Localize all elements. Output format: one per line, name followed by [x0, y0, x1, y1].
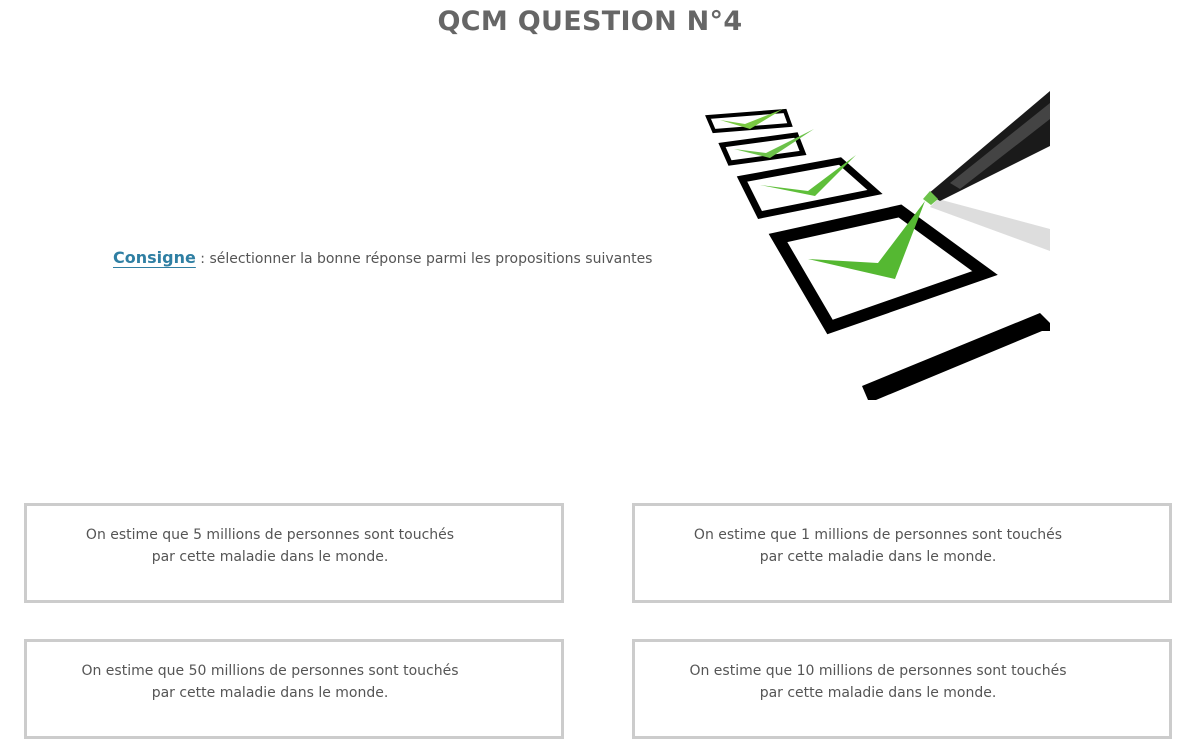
answer-option-3[interactable] — [24, 639, 564, 739]
checkbox-icon — [742, 161, 875, 215]
answer-line-1: On estime que 1 millions de personnes sont touchés — [693, 527, 1063, 543]
answer-option-1[interactable] — [24, 503, 564, 603]
checklist-illustration — [690, 91, 1050, 400]
answer-option-2[interactable] — [632, 503, 1172, 603]
answer-option-4[interactable] — [632, 639, 1172, 739]
page-title: QCM QUESTION N°4 — [437, 6, 743, 37]
checklist-pen-icon — [690, 91, 1050, 400]
answer-line-1: On estime que 50 millions de personnes sont touchés — [81, 663, 459, 679]
instruction-text: : sélectionner la bonne réponse parmi les propositions suivantes — [195, 251, 653, 267]
consigne-link[interactable]: Consigne — [113, 248, 196, 267]
instruction — [113, 248, 652, 267]
answer-line-1: On estime que 5 millions de personnes sont touchés — [85, 527, 455, 543]
answer-line-1: On estime que 10 millions de personnes sont touchés — [689, 663, 1067, 679]
answer-line-2: par cette maladie dans le monde. — [759, 685, 997, 701]
answer-line-2: par cette maladie dans le monde. — [151, 685, 389, 701]
answer-text — [27, 660, 513, 704]
checkbox-icon — [722, 135, 803, 163]
answer-line-2: par cette maladie dans le monde. — [759, 549, 997, 565]
pen-icon — [928, 91, 1050, 201]
answer-text — [27, 524, 513, 568]
answer-line-2: par cette maladie dans le monde. — [151, 549, 389, 565]
answer-text — [635, 660, 1121, 704]
answer-text — [635, 524, 1121, 568]
